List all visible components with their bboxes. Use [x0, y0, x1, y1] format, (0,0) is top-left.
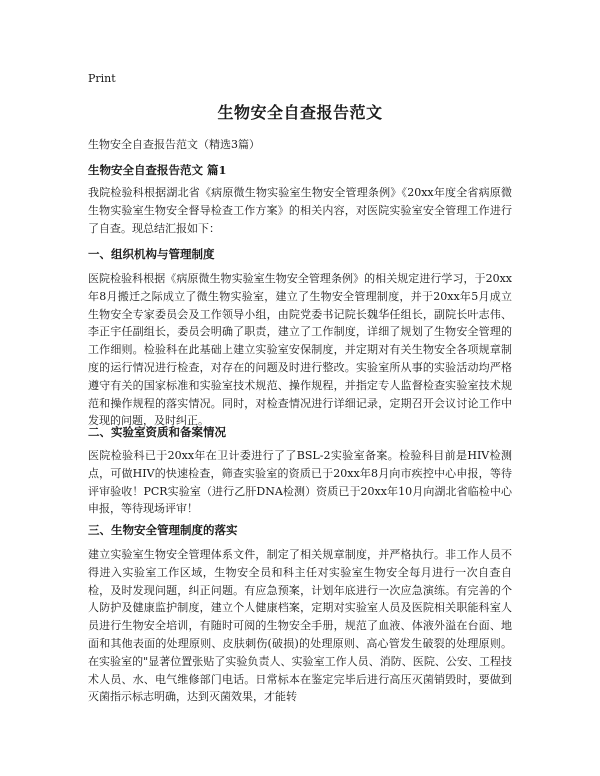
document-subtitle: 生物安全自查报告范文（精选3篇）	[88, 138, 260, 151]
section-body-3: 建立实验室生物安全管理体系文件，制定了相关规章制度，并严格执行。非工作人员不得进入实验室工作区域，生物安全员和科主任对实验室生物安全每月进行一次自查自检，及时发现问题，纠正问题。有应急预案，计划年底进行一次应急演练。有完善的个人防护及健康监护制度，建立个人健康档案，定期对实验室人员及医院相关职能科室人员进行生物安全培训，有随时可阅的生物安全手册，规范了血液、体液外溢在台面、地面和其他表面的处理原则、皮肤刺伤(破损)的处理原则、高心管发生破裂的处理原则。在实验室的"显著位置张贴了实验负责人、实验室工作人员、消防、医院、公安、工程技术人员、水、电气维修部门电话。日常标本在鉴定完毕后进行高压灭菌销毁时，要做到灭菌指示标志明确，达到灭菌效果，才能转	[88, 548, 512, 704]
document-title: 生物安全自查报告范文	[217, 103, 383, 122]
section-body-2: 医院检验科已于20xx年在卫计委进行了了BSL-2实验室备案。检验科目前是HIV检测点，可做HIV的快速检查，筛查实验室的资质已于20xx年8月向市疾控中心申报，等待评审验收！PCR实验室（进行乙肝DNA检测）资质已于20xx年10月向湖北省临检中心申报，等待现场评审！	[88, 449, 512, 516]
section-heading-2: 二、实验室资质和备案情况	[88, 425, 226, 439]
print-link[interactable]: Print	[88, 72, 116, 85]
section-body-1: 医院检验科根据《病原微生物实验室生物安全管理条例》的相关规定进行学习，于20xx年8月搬迁之际成立了微生物实验室，建立了生物安全管理制度，并于20xx年5月成立生物安全专家委员会及工作领导小组，由院党委书记院长魏华任组长，副院长叶志伟、李正宇任副组长，委员会明确了职责，建立了工作制度，详细了规划了生物安全管理的工作细则。检验科在此基础上建立实验室安保制度，并定期对有关生物安全各项规章制度的运行情况进行检查，对存在的问题及时进行整改。实验室所从事的实验活动均严格遵守有关的国家标准和实验室技术规范、操作规程，并指定专人监督检查实验室技术规范和操作规程的落实情况。同时，对检查情况进行详细记录，定期召开会议讨论工作中发现的问题，及时纠正。	[88, 272, 512, 428]
article-heading: 生物安全自查报告范文 篇1	[88, 163, 227, 177]
section-heading-3: 三、生物安全管理制度的落实	[88, 523, 238, 537]
intro-paragraph: 我院检验科根据湖北省《病原微生物实验室生物安全管理条例》《20xx年度全省病原微生物实验室生物安全督导检查工作方案》的相关内容，对医院实验室安全管理工作进行了自查。现总结汇报如下：	[88, 186, 512, 235]
section-heading-1: 一、组织机构与管理制度	[88, 247, 215, 261]
